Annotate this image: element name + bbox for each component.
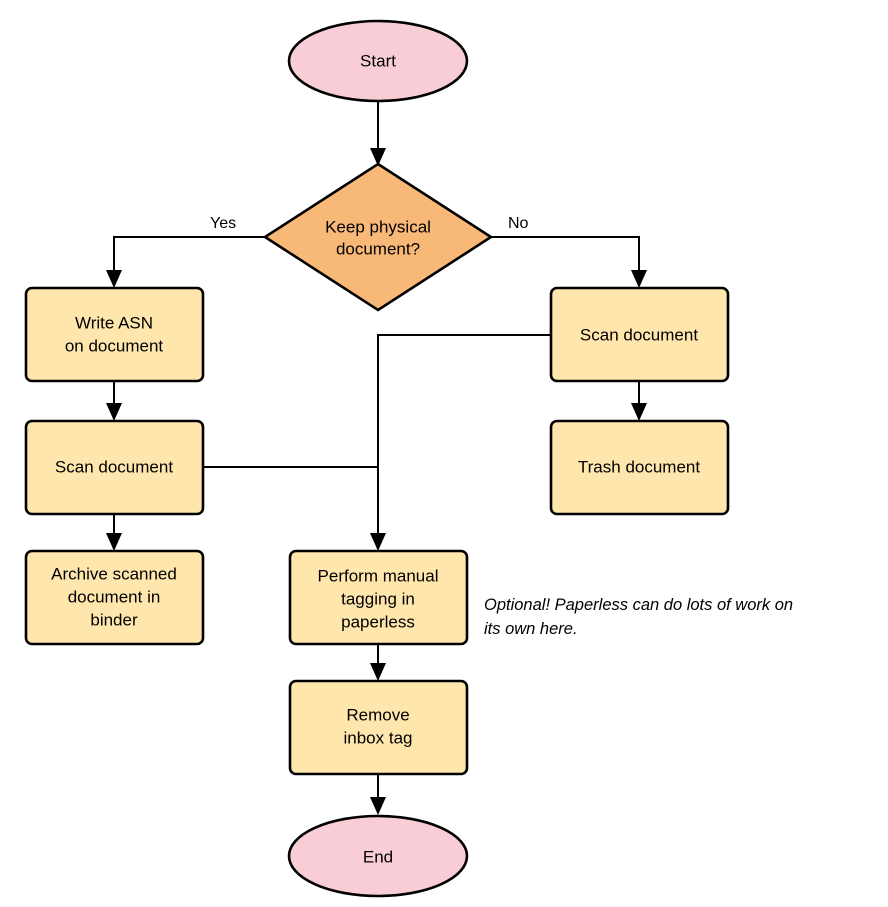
node-remove-inbox-label-line1: Remove <box>346 705 410 725</box>
node-decision-keep-physical-document[interactable] <box>265 164 491 310</box>
node-write-asn-label-line2: on document <box>64 336 164 356</box>
node-perform-manual-tagging[interactable] <box>290 551 467 644</box>
edge-decision-no <box>491 237 639 285</box>
note-optional-line2: its own here. <box>484 620 578 638</box>
node-decision-label-line1: Keep physical <box>325 217 431 237</box>
node-decision-label-line2: document? <box>335 239 421 259</box>
node-start-label: Start <box>360 51 396 71</box>
node-end[interactable] <box>289 816 467 896</box>
node-write-asn[interactable] <box>26 288 203 381</box>
edge-scanright-to-tagging <box>378 335 552 548</box>
note-optional <box>484 596 793 638</box>
edge-label-yes: Yes <box>210 215 237 232</box>
node-trash-document[interactable] <box>551 421 728 514</box>
node-scan-document-right[interactable] <box>551 288 728 381</box>
node-start[interactable] <box>289 21 467 101</box>
node-trash-document-label: Trash document <box>577 457 701 477</box>
node-archive-label-line1: Archive scanned <box>51 564 177 584</box>
node-write-asn-label-line1: Write ASN <box>74 313 154 333</box>
node-archive-label-line3: binder <box>90 610 138 630</box>
node-end-label: End <box>362 847 394 867</box>
edge-decision-yes <box>114 237 265 285</box>
node-remove-inbox-label-line2: inbox tag <box>343 728 413 748</box>
node-scan-document-left-label: Scan document <box>54 457 174 477</box>
node-remove-inbox-tag[interactable] <box>290 681 467 774</box>
node-tagging-label-line3: paperless <box>341 612 415 632</box>
node-archive-label-line2: document in <box>67 587 161 607</box>
note-optional-line1: Optional! Paperless can do lots of work on <box>484 596 794 614</box>
node-scan-document-right-label: Scan document <box>579 325 699 345</box>
node-scan-document-left[interactable] <box>26 421 203 514</box>
node-tagging-label-line1: Perform manual <box>317 566 439 586</box>
edge-label-no: No <box>508 215 529 232</box>
node-tagging-label-line2: tagging in <box>341 589 415 609</box>
node-archive-scanned-document[interactable] <box>26 551 203 644</box>
